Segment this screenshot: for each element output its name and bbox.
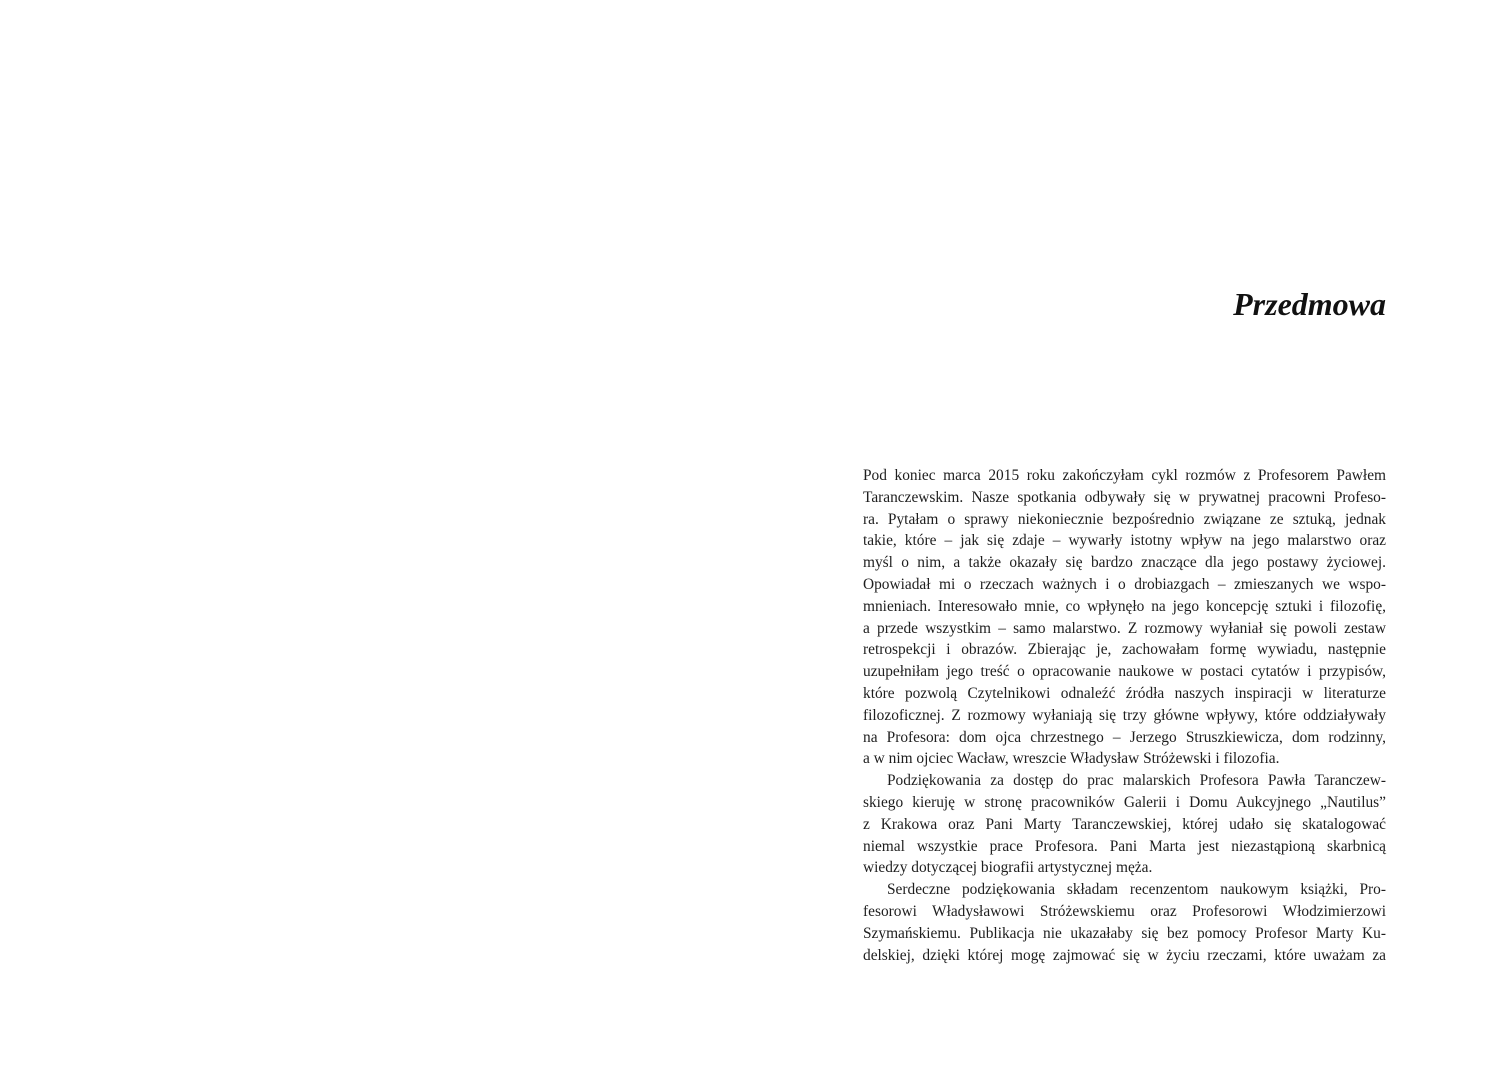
text-line: takie, które – jak się zdaje – wywarły istotny wpływ na jego malarstwo oraz — [863, 532, 1386, 550]
text-line: ra. Pytałam o sprawy niekoniecznie bezpośrednio związane ze sztuką, jednak — [863, 510, 1386, 528]
text-line: Pod koniec marca 2015 roku zakończyłam cykl rozmów z Profesorem Pawłem — [863, 467, 1386, 484]
text-line: z Krakowa oraz Pani Marty Taranczewskiej, której udało się skatalogować — [863, 815, 1386, 833]
text-line: Szymańskiemu. Publikacja nie ukazałaby się bez pomocy Profesor Marty Ku- — [863, 924, 1386, 942]
text-line: delskiej, dzięki której mogę zajmować się w życiu rzeczami, które uważam za — [863, 946, 1386, 964]
text-line: Opowiadał mi o rzeczach ważnych i o drobiazgach – zmieszanych we wspo- — [863, 575, 1386, 593]
paragraph — [863, 465, 1386, 770]
body-text — [863, 465, 1386, 966]
text-line: które pozwolą Czytelnikowi odnaleźć źródła naszych inspiracji w literaturze — [863, 684, 1386, 702]
text-line: Serdeczne podziękowania składam recenzentom naukowym książki, Pro- — [887, 881, 1386, 899]
text-line: myśl o nim, a także okazały się bardzo znaczące dla jego postawy życiowej. — [863, 554, 1386, 572]
right-page — [750, 0, 1500, 1068]
text-line: filozoficznej. Z rozmowy wyłaniają się trzy główne wpływy, które oddziaływały — [863, 706, 1386, 724]
text-line: na Profesora: dom ojca chrzestnego – Jerzego Struszkiewicza, dom rodzinny, — [863, 728, 1386, 746]
text-line: Taranczewskim. Nasze spotkania odbywały się w prywatnej pracowni Profeso- — [863, 488, 1386, 506]
chapter-title: Przedmowa — [1233, 286, 1386, 322]
text-line: retrospekcji i obrazów. Zbierając je, zachowałam formę wywiadu, następnie — [863, 641, 1386, 659]
text-line: a w nim ojciec Wacław, wreszcie Władysław Stróżewski i filozofia. — [863, 750, 1280, 768]
paragraph — [863, 879, 1386, 966]
text-line: Podziękowania za dostęp do prac malarskich Profesora Pawła Taranczew- — [887, 772, 1386, 790]
paragraph — [863, 770, 1386, 879]
text-line: uzupełniłam jego treść o opracowanie naukowe w postaci cytatów i przypisów, — [863, 663, 1386, 681]
text-line: niemal wszystkie prace Profesora. Pani Marta jest niezastąpioną skarbnicą — [863, 837, 1386, 855]
text-line: fesorowi Władysławowi Stróżewskiemu oraz Profesorowi Włodzimierzowi — [863, 902, 1386, 920]
text-line: a przede wszystkim – samo malarstwo. Z rozmowy wyłaniał się powoli zestaw — [863, 619, 1386, 637]
text-line: skiego kieruję w stronę pracowników Galerii i Domu Aukcyjnego „Nautilus” — [863, 793, 1386, 811]
text-line: mnieniach. Interesowało mnie, co wpłynęło na jego koncepcję sztuki i filozofię, — [863, 597, 1386, 615]
text-line: wiedzy dotyczącej biografii artystycznej męża. — [863, 859, 1153, 877]
